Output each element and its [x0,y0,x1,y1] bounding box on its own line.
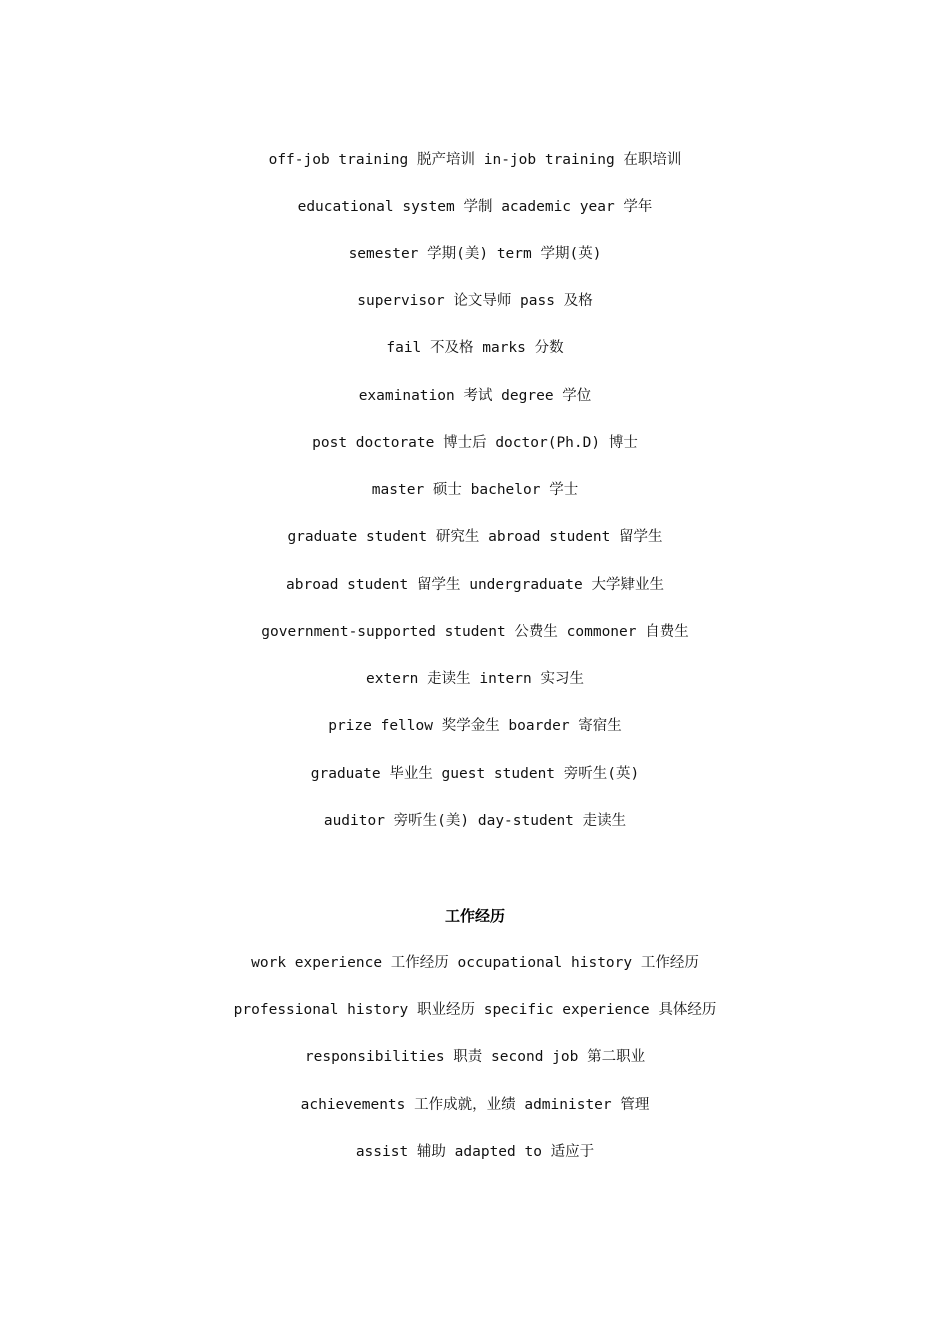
vocab-line: extern 走读生 intern 实习生 [366,671,584,687]
vocab-line: fail 不及格 marks 分数 [386,340,564,356]
section-heading: 工作经历 [444,907,505,925]
vocab-line: prize fellow 奖学金生 boarder 寄宿生 [328,718,622,734]
vocab-line: master 硕士 bachelor 学士 [371,482,579,498]
vocab-line: graduate student 研究生 abroad student 留学生 [287,529,663,545]
vocab-line: auditor 旁听生(美) day-student 走读生 [323,813,627,829]
vocab-line: semester 学期(美) term 学期(英) [348,246,602,262]
vocab-line: off-job training 脱产培训 in-job training 在职培训 [268,152,682,168]
vocab-line: examination 考试 degree 学位 [358,388,592,404]
vocab-line: assist 辅助 adapted to 适应于 [355,1144,595,1160]
vocab-line: responsibilities 职责 second job 第二职业 [304,1049,646,1065]
vocab-line: government-supported student 公费生 commoner 自费生 [261,624,689,640]
vocab-line: achievements 工作成就，业绩 administer 管理 [300,1097,650,1113]
vocab-line: work experience 工作经历 occupational history 工作经历 [251,955,699,971]
vocab-line: supervisor 论文导师 pass 及格 [357,293,593,309]
vocab-line: graduate 毕业生 guest student 旁听生(英) [310,766,640,782]
vocab-line: post doctorate 博士后 doctor(Ph.D) 博士 [312,435,638,451]
vocab-line: abroad student 留学生 undergraduate 大学肄业生 [286,577,664,593]
vocab-line: professional history 职业经历 specific experience 具体经历 [233,1002,717,1018]
vocab-line: educational system 学制 academic year 学年 [297,199,653,215]
